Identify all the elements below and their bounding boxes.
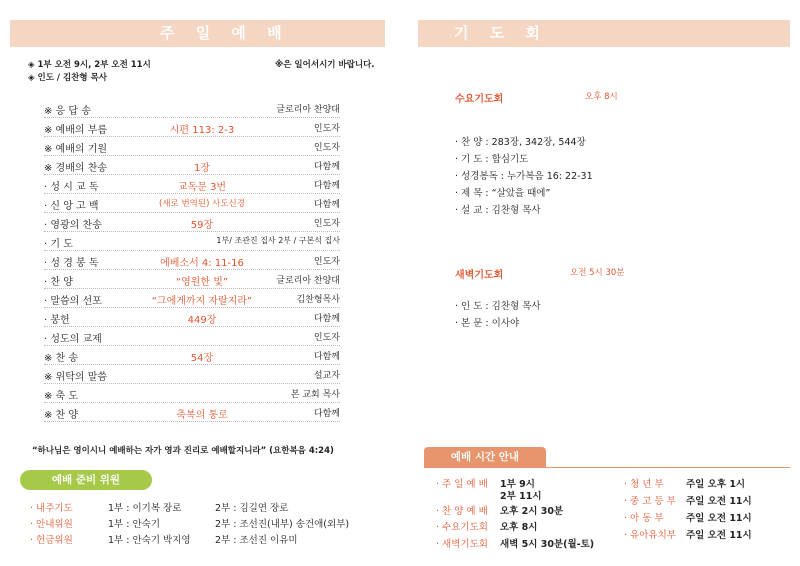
order-row bbox=[44, 174, 340, 194]
order-label: ※ 응 답 송 bbox=[44, 106, 91, 117]
order-row bbox=[44, 288, 340, 308]
prep-role: · 헌금위원 bbox=[30, 535, 73, 546]
leader-info: ◈ 인도 / 김찬형 목사 bbox=[28, 73, 107, 83]
schedule-time: 주일 오후 1시 bbox=[686, 479, 746, 490]
order-label: ※ 찬 양 bbox=[44, 410, 79, 421]
prep-second-service: 2부 : 조선진(내부) 송건애(외부) bbox=[215, 519, 350, 530]
prep-second-service: 2부 : 김길연 장로 bbox=[215, 503, 289, 514]
dawn-prayer-item: · 본 문 : 이사야 bbox=[455, 318, 520, 329]
order-label: ※ 위탁의 말씀 bbox=[44, 372, 108, 383]
order-leader: 다함께 bbox=[313, 314, 340, 324]
order-detail: 59장 bbox=[190, 220, 214, 231]
order-leader: 김찬형목사 bbox=[296, 295, 340, 305]
order-row bbox=[44, 155, 340, 175]
order-label: · 봉헌 bbox=[44, 315, 70, 326]
order-leader: 인도자 bbox=[313, 143, 340, 153]
dawn-prayer-item: · 인 도 : 김찬형 목사 bbox=[455, 301, 541, 312]
schedule-label: · 유아유치부 bbox=[624, 530, 676, 541]
prep-second-service: 2부 : 조선진 이유미 bbox=[215, 535, 298, 546]
order-detail: “그에게까지 자랄지라” bbox=[151, 296, 253, 307]
order-label: ※ 찬 송 bbox=[44, 353, 79, 364]
prep-role: · 안내위원 bbox=[30, 519, 73, 530]
order-row bbox=[44, 364, 340, 384]
prep-first-service: 1부 : 안숙기 박지영 bbox=[108, 535, 191, 546]
order-detail: (새로 번역된) 사도신경 bbox=[159, 199, 245, 209]
order-row bbox=[44, 98, 340, 118]
prep-role: · 내주기도 bbox=[30, 503, 73, 514]
order-leader: 다함께 bbox=[313, 200, 340, 210]
order-leader: 인도자 bbox=[313, 124, 340, 134]
prep-first-service: 1부 : 이기복 장로 bbox=[108, 503, 182, 514]
order-detail: “영원한 빛” bbox=[175, 277, 229, 288]
order-leader: 다함께 bbox=[313, 162, 340, 172]
wed-prayer-item: · 제 목 : “살았을 때에” bbox=[455, 188, 551, 199]
schedule-time: 2부 11시 bbox=[500, 491, 542, 502]
order-row bbox=[44, 326, 340, 346]
order-leader: 글로리아 찬양대 bbox=[276, 105, 340, 115]
dawn-prayer-time: 오전 5시 30분 bbox=[570, 268, 625, 278]
schedule-label: · 새벽기도회 bbox=[436, 539, 488, 550]
wed-prayer-item: · 성경봉독 : 누가복음 16: 22-31 bbox=[455, 171, 593, 182]
schedule-label: · 중 고 등 부 bbox=[624, 496, 676, 507]
order-row bbox=[44, 269, 340, 289]
service-time-info: ◈ 1부 오전 9시, 2부 오전 11시 bbox=[28, 60, 151, 70]
order-leader: 글로리아 찬양대 bbox=[276, 276, 340, 286]
schedule-time: 1부 9시 bbox=[500, 479, 535, 490]
schedule-time: 주일 오전 11시 bbox=[686, 513, 752, 524]
order-detail: 교독문 3번 bbox=[177, 182, 227, 193]
schedule-time: 새벽 5시 30분(월-토) bbox=[500, 539, 595, 550]
schedule-label: · 아 동 부 bbox=[624, 513, 664, 524]
order-row bbox=[44, 136, 340, 156]
order-label: · 성 시 교 독 bbox=[44, 182, 99, 193]
prep-first-service: 1부 : 안숙기 bbox=[108, 519, 160, 530]
order-label: · 성 경 봉 독 bbox=[44, 258, 99, 269]
order-leader: 다함께 bbox=[313, 409, 340, 419]
schedule-time: 주일 오전 11시 bbox=[686, 530, 752, 541]
order-row bbox=[44, 117, 340, 137]
wed-prayer-item: · 기 도 : 합심기도 bbox=[455, 154, 529, 165]
order-leader: 인도자 bbox=[313, 219, 340, 229]
schedule-label: · 청 년 부 bbox=[624, 479, 664, 490]
schedule-badge: 예배 시간 안내 bbox=[424, 447, 546, 467]
order-row bbox=[44, 193, 340, 213]
wed-prayer-item: · 찬 양 : 283장, 342장, 544장 bbox=[455, 137, 586, 148]
order-detail: 1장 bbox=[193, 163, 211, 174]
order-row bbox=[44, 231, 340, 251]
order-leader: 다함께 bbox=[313, 352, 340, 362]
right-header-title: 기 도 회 bbox=[454, 24, 548, 42]
order-label: ※ 축 도 bbox=[44, 391, 79, 402]
schedule-time: 오후 2시 30분 bbox=[500, 506, 564, 517]
wed-prayer-time: 오후 8시 bbox=[585, 92, 618, 102]
order-label: · 찬 양 bbox=[44, 277, 73, 288]
order-label: ※ 예배의 부름 bbox=[44, 125, 108, 136]
order-detail: 에베소서 4: 11-16 bbox=[160, 258, 244, 269]
standing-note: ※은 일어서시기 바랍니다. bbox=[275, 60, 375, 70]
order-label: · 기 도 bbox=[44, 239, 73, 250]
order-leader: 1부/ 조관진 집사 2부 / 구본석 집사 bbox=[216, 236, 340, 245]
order-row bbox=[44, 212, 340, 232]
order-row bbox=[44, 345, 340, 365]
order-label: · 성도의 교제 bbox=[44, 334, 102, 345]
order-label: ※ 경배의 찬송 bbox=[44, 163, 108, 174]
order-leader: 다함께 bbox=[313, 181, 340, 191]
schedule-label: · 주 일 예 배 bbox=[436, 479, 488, 490]
order-leader: 본 교회 목사 bbox=[290, 390, 340, 400]
left-header-bar bbox=[10, 20, 385, 47]
order-detail: 시편 113: 2-3 bbox=[169, 125, 235, 136]
dawn-prayer-title: 새벽기도회 bbox=[455, 270, 504, 281]
order-label: ※ 예배의 기원 bbox=[44, 144, 108, 155]
left-header-title: 주 일 예 배 bbox=[160, 24, 290, 42]
order-detail: 449장 bbox=[187, 315, 217, 326]
order-detail: 축복의 통로 bbox=[176, 410, 228, 421]
schedule-rule bbox=[424, 467, 790, 468]
schedule-label: · 찬 양 예 배 bbox=[436, 506, 488, 517]
schedule-time: 주일 오전 11시 bbox=[686, 496, 752, 507]
prep-committee-badge: 예배 준비 위원 bbox=[20, 470, 152, 490]
wed-prayer-item: · 설 교 : 김찬형 목사 bbox=[455, 205, 541, 216]
schedule-time: 오후 8시 bbox=[500, 522, 538, 533]
scripture-verse: “하나님은 영이시니 예배하는 자가 영과 진리로 예배할지니라” (요한복음 4:24) bbox=[32, 446, 334, 456]
order-row bbox=[44, 383, 340, 403]
order-label: · 신 앙 고 백 bbox=[44, 201, 99, 212]
order-leader: 인도자 bbox=[313, 257, 340, 267]
order-row bbox=[44, 402, 340, 422]
order-detail: 54장 bbox=[190, 353, 214, 364]
wed-prayer-title: 수요기도회 bbox=[455, 94, 504, 105]
right-header-bar bbox=[418, 20, 790, 47]
order-leader: 인도자 bbox=[313, 333, 340, 343]
order-label: · 말씀의 선포 bbox=[44, 296, 102, 307]
order-label: · 영광의 찬송 bbox=[44, 220, 102, 231]
order-leader: 설교자 bbox=[313, 371, 340, 381]
order-row bbox=[44, 250, 340, 270]
schedule-label: · 수요기도회 bbox=[436, 522, 488, 533]
order-row bbox=[44, 307, 340, 327]
